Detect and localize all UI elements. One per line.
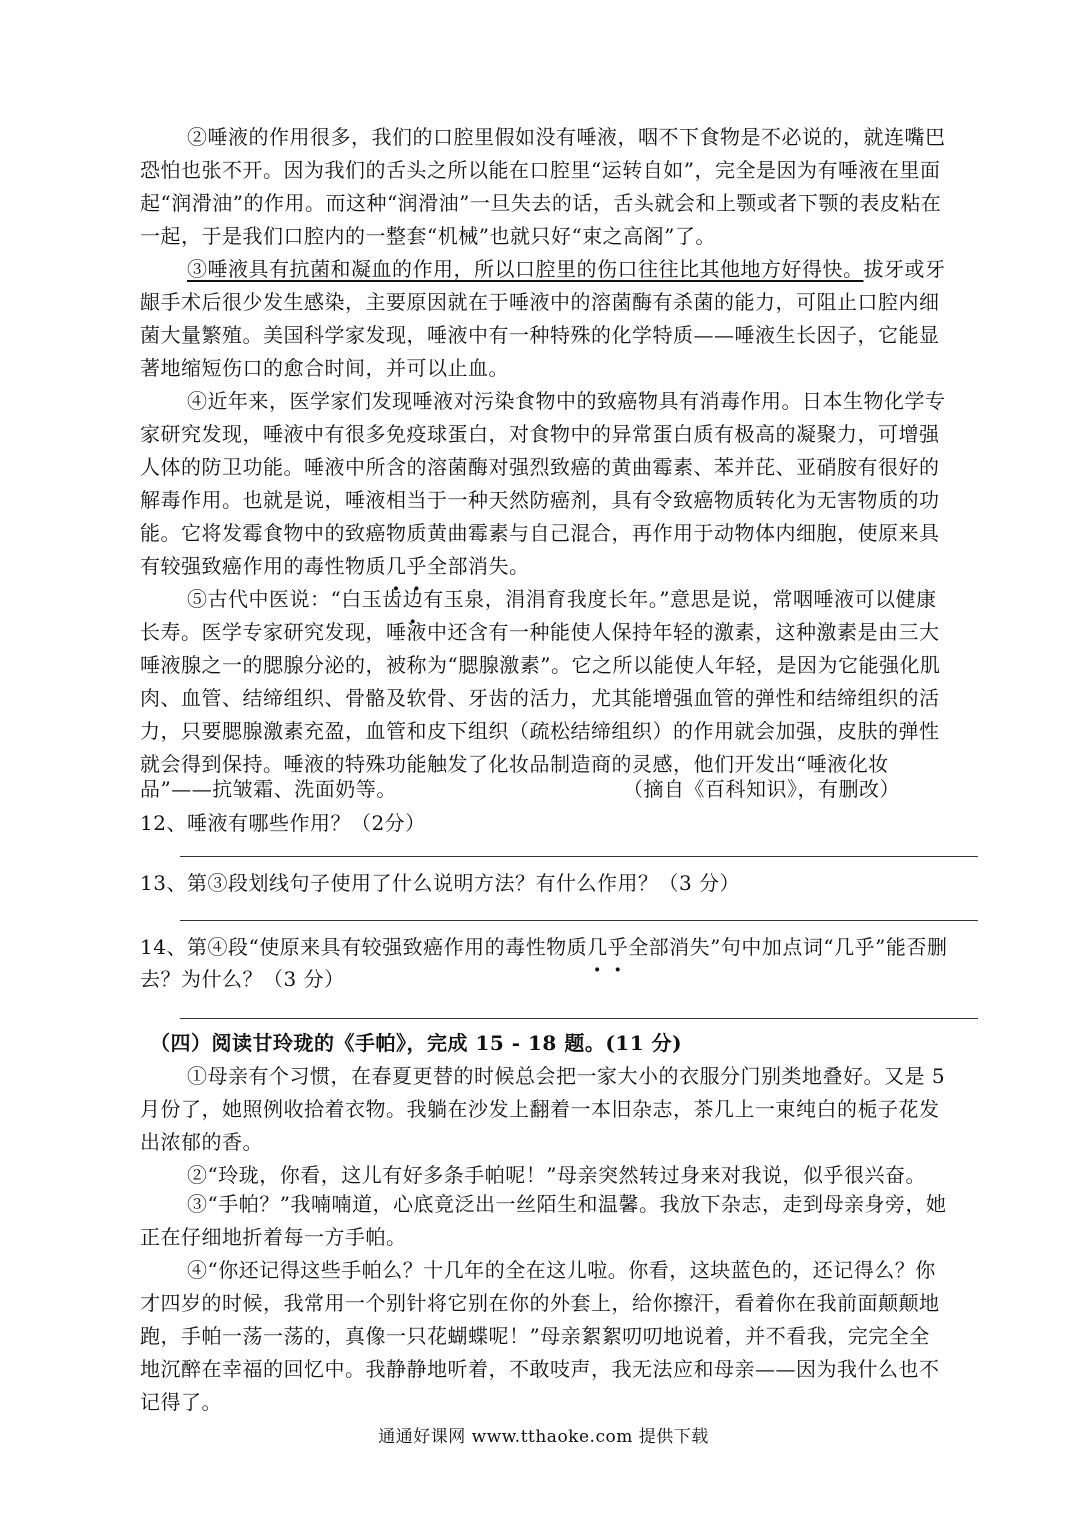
para5-line1-a: ⑤古代中医说：“白玉齿 [187, 587, 403, 611]
s4-para1-line2: 月份了，她照例收拾着衣物。我躺在沙发上翻着一本旧杂志，茶几上一束纯白的栀子花发 [140, 1097, 940, 1121]
dotted-char-ji-q14: 几 [587, 935, 608, 959]
dotted-char-bian: 边 [402, 587, 424, 611]
dotted-char-hu: 乎 [406, 554, 427, 578]
s4-para4-line5: 记得了。 [140, 1390, 222, 1414]
para3-line4: 著地缩短伤口的愈合时间，并可以止血。 [140, 356, 509, 380]
underlined-sentence: ③唾液具有抗菌和凝血的作用，所以口腔里的伤口往往比其他地方好得快。 [187, 257, 864, 281]
s4-para4-line1: ④“你还记得这些手帕么？十几年的全在这儿啦。你看，这块蓝色的，还记得么？你 [187, 1258, 936, 1282]
question-12: 12、唾液有哪些作用？（2分） [140, 811, 426, 835]
para3-line1 [187, 252, 1017, 286]
question-14-line2: 去？为什么？（3 分） [140, 967, 345, 991]
para4-line3: 人体的防卫功能。唾液中所含的溶菌酶对强烈致癌的黄曲霉素、苯并芘、亚硝胺有很好的 [140, 455, 940, 479]
para4-line6-d: 全部消失。 [427, 554, 530, 578]
para4-line6 [140, 549, 1020, 583]
s4-para4-line3: 跑，手帕一荡一荡的，真像一只花蝴蝶呢！”母亲絮絮叨叨地说着，并不看我，完完全全 [140, 1324, 930, 1348]
para2-line3: 起“润滑油”的作用。而这种“润滑油”一旦失去的话，舌头就会和上颚或者下颚的表皮粘在 [140, 191, 942, 215]
para3-line1-rest: 拔牙或牙 [863, 257, 946, 281]
para3-line2: 龈手术后很少发生感染，主要原因就在于唾液中的溶菌酶有杀菌的能力，可阻止口腔内细 [140, 290, 940, 314]
question-14-line1 [140, 930, 1020, 964]
para5-line4: 肉、血管、结缔组织、骨骼及软骨、牙齿的活力，尤其能增强血管的弹性和结缔组织的活 [140, 686, 940, 710]
dotted-char-hu-q14: 乎 [607, 935, 629, 959]
dotted-char-ji: 几 [386, 554, 407, 578]
answer-line-12[interactable] [180, 856, 978, 857]
para4-line5: 能。它将发霉食物中的致癌物质黄曲霉素与自己混合，再作用于动物体内细胞，使原来具 [140, 521, 940, 545]
section4-heading: （四）阅读甘玲珑的《手帕》，完成 15 - 18 题。(11 分) [150, 1031, 683, 1055]
s4-para1-line1: ①母亲有个习惯，在春夏更替的时候总会把一家大小的衣服分门别类地叠好。又是 5 [187, 1064, 946, 1088]
para5-line2: 长寿。医学专家研究发现，唾液中还含有一种能使人保持年轻的激素，这种激素是由三大 [140, 620, 940, 644]
para5-line1 [187, 582, 1017, 616]
s4-para4-line2: 才四岁的时候，我常用一个别针将它别在你的外套上，给你擦汗，看着你在我前面颠颠地 [140, 1291, 940, 1315]
s4-para3-line2: 正在仔细地折着每一方手帕。 [140, 1225, 407, 1249]
para5-line5: 力，只要腮腺激素充盈，血管和皮下组织（疏松结缔组织）的作用就会加强，皮肤的弹性 [140, 719, 940, 743]
para4-line6-a: 有较强致癌作用的毒性物质 [140, 554, 386, 578]
s4-para4-line4: 地沉醉在幸福的回忆中。我静静地听着，不敢吱声，我无法应和母亲——因为我什么也不 [140, 1357, 940, 1381]
para2-line4: 一起，于是我们口腔内的一整套“机械”也就只好“束之高阁”了。 [140, 224, 716, 248]
para4-line1: ④近年来，医学家们发现唾液对污染食物中的致癌物具有消毒作用。日本生物化学专 [187, 389, 946, 413]
para5-line1-c: 有玉泉，涓涓育我度长年。”意思是说，常咽唾液可以健康 [423, 587, 937, 611]
question-13: 13、第③段划线句子使用了什么说明方法？有什么作用？（3 分） [140, 871, 741, 895]
para4-line4: 解毒作用。也就是说，唾液相当于一种天然防癌剂，具有令致癌物质转化为无害物质的功 [140, 488, 940, 512]
page-footer: 通通好课网 www.tthaoke.com 提供下载 [378, 1427, 709, 1447]
s4-para3-line1: ③“手帕？”我喃喃道，心底竟泛出一丝陌生和温馨。我放下杂志，走到母亲身旁，她 [187, 1192, 947, 1216]
para4-line2: 家研究发现，唾液中有很多免疫球蛋白，对食物中的异常蛋白质有极高的凝聚力，可增强 [140, 422, 940, 446]
s4-para2: ②“玲珑，你看，这儿有好多条手帕呢！”母亲突然转过身来对我说，似乎很兴奋。 [187, 1163, 926, 1187]
para2-line2: 恐怕也张不开。因为我们的舌头之所以能在口腔里“运转自如”，完全是因为有唾液在里面 [140, 158, 941, 182]
para3-line3: 菌大量繁殖。美国科学家发现，唾液中有一种特殊的化学特质——唾液生长因子，它能显 [140, 323, 940, 347]
para2-line1: ②唾液的作用很多，我们的口腔里假如没有唾液，咽不下食物是不必说的，就连嘴巴 [187, 125, 946, 149]
s4-para1-line3: 出浓郁的香。 [140, 1130, 263, 1154]
para5-line7 [140, 772, 1020, 806]
answer-line-14[interactable] [180, 1018, 978, 1019]
para5-last-text: 品”——抗皱霜、洗面奶等。 [140, 777, 397, 801]
q14-d: 全部消失”句中加点词“几乎”能否删 [628, 935, 948, 959]
para5-line3: 唾液腺之一的腮腺分泌的，被称为“腮腺激素”。它之所以能使人年轻，是因为它能强化肌 [140, 653, 941, 677]
source-citation: （摘自《百科知识》，有删改） [623, 777, 900, 801]
para5-line6: 就会得到保持。唾液的特殊功能触发了化妆品制造商的灵感，他们开发出“唾液化妆 [140, 752, 889, 776]
q14-a: 14、第④段“使原来具有较强致癌作用的毒性物质 [140, 935, 588, 959]
answer-line-13[interactable] [180, 920, 978, 921]
